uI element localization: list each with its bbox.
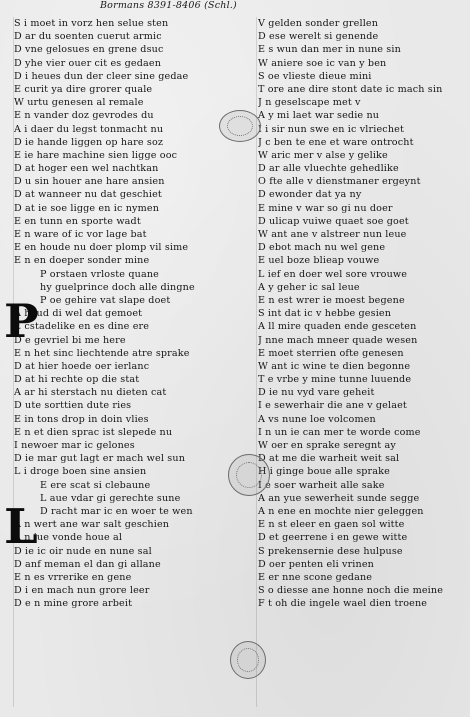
text-line: V gelden sonder grellen xyxy=(258,18,379,29)
text-line: E moet sterrien ofte genesen xyxy=(258,347,404,359)
text-line: W oer en sprake seregnt ay xyxy=(258,440,396,451)
text-line: E in tons drop in doin vlies xyxy=(14,413,149,425)
text-line: L i droge boen sine ansien xyxy=(14,466,147,478)
text-line: D ese werelt si genende xyxy=(258,31,379,43)
text-line: L ief en doer wel sore vrouwe xyxy=(258,268,408,280)
text-line: D et geerrene i en gewe witte xyxy=(258,532,408,544)
text-line: E mine v war so gi nu doer xyxy=(258,202,393,214)
text-line: E n es vrrerike en gene xyxy=(14,571,132,583)
text-line: D vne gelosues en grene dsuc xyxy=(14,44,164,56)
text-line: I n un ie can mer te worde come xyxy=(258,426,421,438)
text-line: D ie ic oir nude en nune sal xyxy=(14,545,152,557)
text-line: D at hoger een wel nachtkan xyxy=(14,163,159,175)
text-line: D ie mar gut lagt er mach wel sun xyxy=(14,453,186,465)
text-line: S o diesse ane honne noch die meine xyxy=(258,585,444,597)
text-line: E uel boze blieap vouwe xyxy=(258,255,380,267)
text-line: D at ie soe ligge en ic nymen xyxy=(14,202,160,214)
text-line: D ute sorttien dute ries xyxy=(14,400,132,412)
text-line: A an yue sewerheit sunde segge xyxy=(258,492,420,504)
text-line: D e n mine grore arbeit xyxy=(14,598,133,610)
text-line: D i heues dun der cleer sine gedae xyxy=(14,70,189,82)
text-line: E en houde nu doer plomp vil sime xyxy=(14,242,189,254)
text-line: A vs nune loe volcomen xyxy=(258,413,376,425)
text-line: E n het sinc liechtende atre sprake xyxy=(14,347,190,359)
text-line: D ie hande liggen op hare soz xyxy=(14,136,164,148)
library-stamp-icon xyxy=(228,454,270,496)
library-stamp-icon xyxy=(219,110,261,142)
text-line: A n ene en mochte nier geleggen xyxy=(258,505,424,517)
text-line: I newoer mar ic gelones xyxy=(14,440,135,451)
text-line: A n jue vonde houe al xyxy=(14,532,123,544)
text-line: P oe gehire vat slape doet xyxy=(40,294,171,306)
text-line: E curit ya dire grorer quale xyxy=(14,83,153,95)
text-line: D i en mach nun grore leer xyxy=(14,585,150,597)
text-line: A ll mire quaden ende gesceten xyxy=(258,321,417,333)
text-line: J nne mach mneer quade wesen xyxy=(258,334,418,346)
text-line: W aniere soe ic van y ben xyxy=(258,57,387,69)
text-line: A i daer du legst tonmacht nu xyxy=(14,123,164,135)
text-line: O fte alle v dienstmaner ergeynt xyxy=(258,176,421,188)
text-line: D ulicap vuiwe quaet soe goet xyxy=(258,215,409,227)
text-line: T e vrbe y mine tunne luuende xyxy=(258,374,412,386)
text-line: I e soer warheit alle sake xyxy=(258,479,385,491)
text-line: E n st eleer en gaen sol witte xyxy=(258,519,405,531)
text-line: D oer penten eli vrinen xyxy=(258,558,375,570)
text-line: D ar alle vluechte gehedlike xyxy=(258,163,399,175)
text-line: E n et dien sprac ist slepede nu xyxy=(14,426,173,438)
text-line: E ere scat si clebaune xyxy=(40,479,151,491)
shelfmark-annotation: Bormans 8391-8406 (Schl.) xyxy=(100,0,237,11)
text-line: E en tunn en sporte wadt xyxy=(14,215,141,227)
text-line: E n en doeper sonder mine xyxy=(14,255,150,267)
text-line: S i moet in vorz hen selue sten xyxy=(14,18,169,29)
text-line: D at wanneer nu dat geschiet xyxy=(14,189,162,201)
text-line: D yhe vier ouer cit es gedaen xyxy=(14,57,162,69)
text-line: D e gevriel bi me here xyxy=(14,334,126,346)
text-line: E n est wrer ie moest begene xyxy=(258,294,405,306)
text-line: D at hi rechte op die stat xyxy=(14,374,140,386)
text-line: D anf meman el dan gi allane xyxy=(14,558,161,570)
text-line: W urtu genesen al remale xyxy=(14,97,144,109)
library-stamp-icon xyxy=(230,641,266,679)
text-line: H i ginge boue alle sprake xyxy=(258,466,390,478)
left-text-column xyxy=(14,17,258,610)
text-line: W ant ic wine te dien begonne xyxy=(258,360,411,372)
text-line: A n wert ane war salt geschien xyxy=(14,519,170,531)
text-line: E cstadelike en es dine ere xyxy=(14,321,150,333)
text-line: S prekensernie dese hulpuse xyxy=(258,545,403,557)
text-line: W ant ane v alstreer nun leue xyxy=(258,229,407,240)
text-line: J n geselscape met v xyxy=(258,97,361,109)
text-line: J c ben te ene et ware ontrocht xyxy=(258,136,414,148)
text-line: F t oh die ingele wael dien troene xyxy=(258,598,428,610)
text-line: A ar hi sterstach nu dieten cat xyxy=(14,387,167,399)
text-line: E er nne scone gedane xyxy=(258,571,373,583)
text-line: A y geher ic sal leue xyxy=(258,281,360,293)
text-line: D at me die warheit weit sal xyxy=(258,453,400,465)
text-line: W aric mer v alse y gelike xyxy=(258,149,388,161)
text-line: D ewonder dat ya ny xyxy=(258,189,362,201)
text-line: A houd di wel dat gemoet xyxy=(14,308,143,320)
text-line: D ebot mach nu wel gene xyxy=(258,242,386,254)
text-line: P orstaen vrloste quane xyxy=(40,268,159,280)
text-line: D ie nu vyd vare geheit xyxy=(258,387,375,399)
text-line: D ar du soenten cuerut armic xyxy=(14,31,162,43)
text-line: E n ware of ic vor lage bat xyxy=(14,229,147,240)
text-line: T ore ane dire stont date ic mach sin xyxy=(258,83,443,95)
text-line: E s wun dan mer in nune sin xyxy=(258,44,401,56)
text-line: I i sir nun swe en ic vlriechet xyxy=(258,123,404,135)
decorated-initial-l: L xyxy=(4,499,38,555)
text-line: L aue vdar gi gerechte sune xyxy=(40,492,181,504)
text-line: S int dat ic v hebbe gesien xyxy=(258,308,392,320)
decorated-initial-p: P xyxy=(4,294,39,348)
text-line: D racht mar ic en woer te wen xyxy=(40,505,193,517)
right-text-column xyxy=(258,17,466,610)
text-line: D u sin houer ane hare ansien xyxy=(14,176,165,188)
text-line: S oe vlieste dieue mini xyxy=(258,70,372,82)
text-line: I e sewerhair die ane v gelaet xyxy=(258,400,407,412)
text-line: A y mi laet war sedie nu xyxy=(258,110,380,122)
text-line: E ie hare machine sien ligge ooc xyxy=(14,149,178,161)
text-line: E n vander doz gevrodes du xyxy=(14,110,154,122)
text-line: hy guelprince doch alle dingne xyxy=(40,281,195,293)
text-line: D at hier hoede oer ierlanc xyxy=(14,360,150,372)
